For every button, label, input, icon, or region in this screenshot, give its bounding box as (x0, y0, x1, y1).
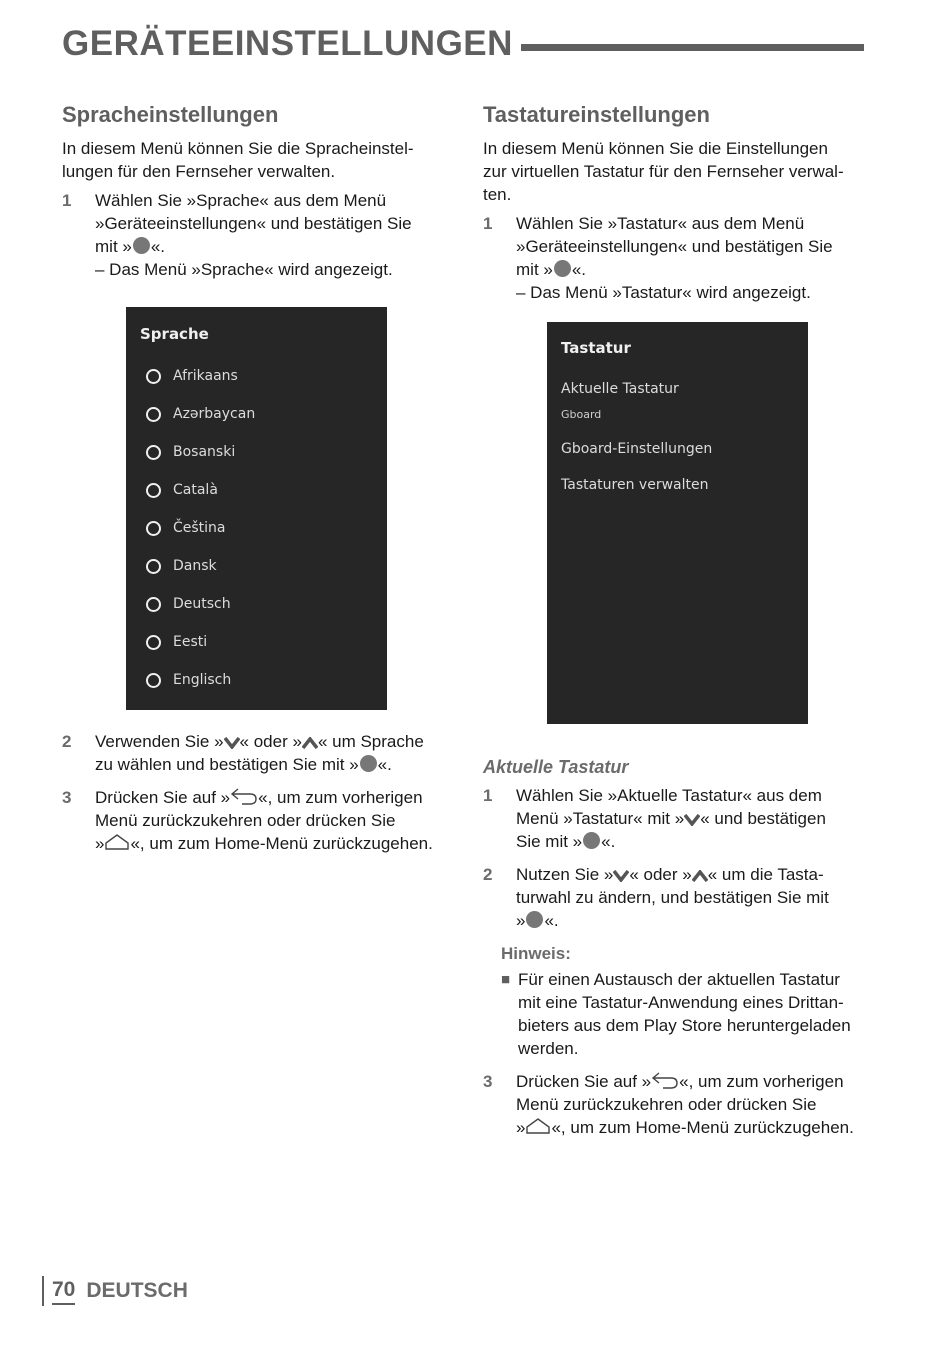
step-text: Wählen Sie »Aktuelle Tastatur« aus dem Menü »Tastatur« mit » « und bestätigen Sie mit » «. (516, 786, 826, 851)
language-option[interactable]: Afrikaans (146, 368, 238, 384)
radio-button-icon (146, 369, 161, 384)
step-number: 1 (483, 214, 493, 233)
note-item (501, 968, 878, 1060)
up-arrow-icon (692, 870, 708, 882)
language-option[interactable]: Català (146, 482, 218, 498)
page-title: GERÄTEEINSTELLUNGEN (62, 24, 513, 63)
step-2 (62, 730, 454, 776)
back-icon (651, 1071, 679, 1089)
radio-button-icon (146, 559, 161, 574)
menu-item-gboard-settings[interactable]: Gboard-Einstellungen (561, 441, 713, 457)
ok-button-icon (360, 755, 377, 772)
step-text: Wählen Sie »Sprache« aus dem Menü »Geräteeinstellungen« und bestätigen Sie mit » «. – Das Menü »Sprache« wird angezeigt. (95, 191, 412, 279)
radio-button-icon (146, 521, 161, 536)
language-option[interactable]: Englisch (146, 672, 231, 688)
page-header (62, 22, 864, 66)
home-icon (104, 833, 130, 851)
radio-button-icon (146, 483, 161, 498)
language-option[interactable]: Deutsch (146, 596, 231, 612)
bullet-icon: ■ (501, 971, 511, 988)
language-option[interactable]: Bosanski (146, 444, 235, 460)
step-text: Wählen Sie »Tastatur« aus dem Menü »Geräteeinstellungen« und bestätigen Sie mit » «. – Das Menü »Tastatur« wird angezeigt. (516, 214, 833, 302)
step-number: 2 (483, 865, 493, 884)
title-rule (521, 44, 864, 51)
step-1 (483, 784, 878, 853)
radio-button-icon (146, 407, 161, 422)
radio-button-icon (146, 673, 161, 688)
step-1 (62, 189, 454, 281)
step-number: 1 (62, 191, 72, 210)
ok-button-icon (583, 832, 600, 849)
down-arrow-icon (684, 814, 700, 826)
step-text: Verwenden Sie » « oder » « um Sprache zu wählen und bestätigen Sie mit » «. (95, 732, 424, 774)
menu-item-current-keyboard[interactable]: Aktuelle Tastatur (561, 381, 679, 397)
step-number: 2 (62, 732, 72, 751)
back-icon (230, 787, 258, 805)
step-number: 3 (62, 788, 72, 807)
keyboard-settings-section (483, 100, 878, 1149)
panel-title: Sprache (140, 325, 209, 343)
step-text: Nutzen Sie » « oder » « um die Tasta- turwahl zu ändern, und bestätigen Sie mit » «. (516, 865, 829, 930)
menu-item-manage-keyboards[interactable]: Tastaturen verwalten (561, 477, 709, 493)
note-heading: Hinweis: (501, 944, 571, 963)
language-option[interactable]: Azərbaycan (146, 406, 255, 422)
step-3 (483, 1070, 878, 1139)
subsection-heading: Aktuelle Tastatur (483, 757, 629, 777)
language-settings-section (62, 100, 454, 865)
ok-button-icon (133, 237, 150, 254)
step-text: Drücken Sie auf » «, um zum vorherigen Menü zurückzukehren oder drücken Sie » «, um zum Home-Menü zurückzugehen. (516, 1072, 854, 1137)
footer-bar (42, 1276, 44, 1306)
radio-button-icon (146, 635, 161, 650)
language-option[interactable]: Dansk (146, 558, 217, 574)
step-number: 1 (483, 786, 493, 805)
down-arrow-icon (224, 737, 240, 749)
step-2 (483, 863, 878, 932)
step-text: Drücken Sie auf » «, um zum vorherigen Menü zurückzukehren oder drücken Sie » «, um zum Home-Menü zurückzugehen. (95, 788, 433, 853)
home-icon (525, 1117, 551, 1135)
ok-button-icon (554, 260, 571, 277)
step-1 (483, 212, 878, 304)
page-footer (42, 1275, 188, 1307)
keyboard-menu-screenshot (547, 322, 808, 724)
step-3 (62, 786, 454, 855)
current-keyboard-value: Gboard (561, 408, 602, 421)
radio-button-icon (146, 445, 161, 460)
language-option[interactable]: Čeština (146, 520, 226, 536)
page-number: 70 (52, 1278, 75, 1305)
up-arrow-icon (302, 737, 318, 749)
ok-button-icon (526, 911, 543, 928)
language-menu-screenshot (126, 307, 387, 710)
note-box (501, 942, 878, 1060)
intro-text: In diesem Menü können Sie die Spracheinstel- lungen für den Fernseher verwalten. (62, 139, 414, 181)
footer-language: DEUTSCH (86, 1279, 188, 1302)
note-text: Für einen Austausch der aktuellen Tastatur mit eine Tastatur-Anwendung eines Drittan- bieters aus dem Play Store heruntergeladen werden. (518, 970, 851, 1058)
section-heading: Spracheinstellungen (62, 102, 279, 127)
intro-text: In diesem Menü können Sie die Einstellungen zur virtuellen Tastatur für den Fernseher verwal- ten. (483, 139, 844, 204)
language-option[interactable]: Eesti (146, 634, 207, 650)
radio-button-icon (146, 597, 161, 612)
section-heading: Tastatureinstellungen (483, 102, 710, 127)
panel-title: Tastatur (561, 339, 631, 357)
step-number: 3 (483, 1072, 493, 1091)
down-arrow-icon (613, 870, 629, 882)
